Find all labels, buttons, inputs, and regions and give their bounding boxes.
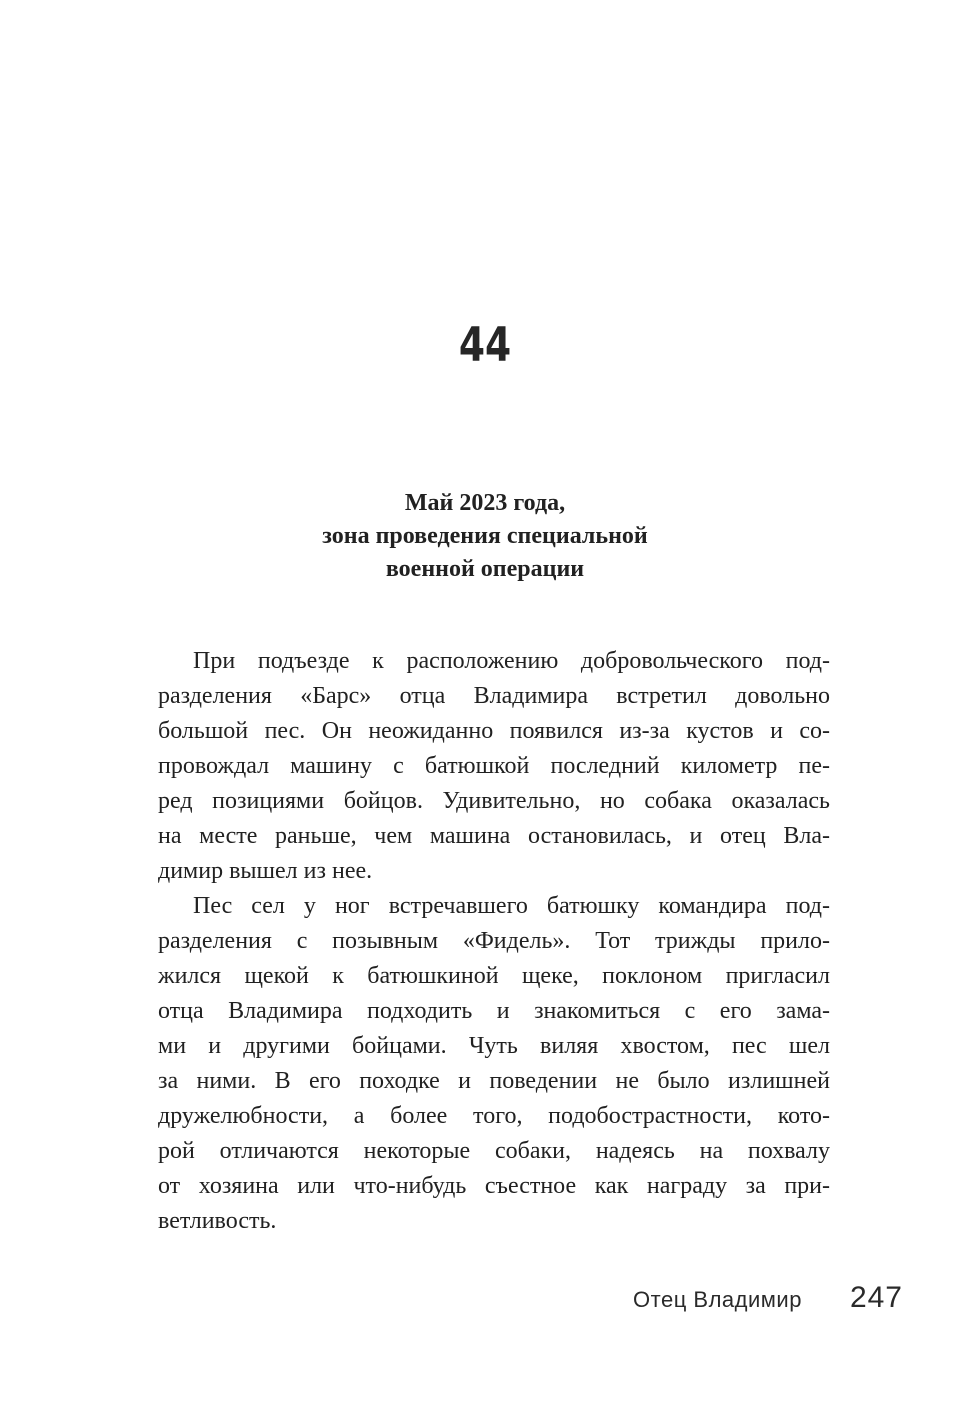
text-line: жился щекой к батюшкиной щеке, поклоном пригласил <box>158 963 830 989</box>
text-line: за ними. В его походке и поведении не было излишней <box>158 1068 830 1094</box>
chapter-number: 44 <box>458 318 512 373</box>
text-line: Пес сел у ног встречавшего батюшку командира под- <box>193 893 830 919</box>
text-line: большой пес. Он неожиданно появился из-за кустов и со- <box>158 718 830 744</box>
text-line: провождал машину с батюшкой последний километр пе- <box>158 753 830 779</box>
page-number: 247 <box>849 1281 903 1314</box>
text-line: отца Владимира подходить и знакомиться с его зама- <box>158 998 830 1024</box>
text-line: разделения «Барс» отца Владимира встретил довольно <box>158 683 830 709</box>
subtitle-line: военной операции <box>385 556 585 582</box>
text-line: ветливость. <box>158 1208 277 1234</box>
text-line: При подъезде к расположению добровольческого под- <box>193 648 830 674</box>
subtitle-line: Май 2023 года, <box>404 490 566 516</box>
text-line: от хозяина или что-нибудь съестное как награду за при- <box>158 1173 830 1199</box>
subtitle-line: зона проведения специальной <box>322 523 648 549</box>
body-text <box>158 644 830 1239</box>
text-line: рой отличаются некоторые собаки, надеясь на похвалу <box>158 1138 830 1164</box>
text-line: разделения с позывным «Фидель». Тот трижды прило- <box>158 928 830 954</box>
chapter-subtitle <box>0 487 970 586</box>
text-line: ми и другими бойцами. Чуть виляя хвостом, пес шел <box>158 1033 830 1059</box>
text-line: ред позициями бойцов. Удивительно, но собака оказалась <box>158 788 830 814</box>
text-line: на месте раньше, чем машина остановилась, и отец Вла- <box>158 823 830 849</box>
text-line: дружелюбности, а более того, подобострастности, кото- <box>158 1103 830 1129</box>
running-title: Отец Владимир <box>633 1287 802 1312</box>
text-line: димир вышел из нее. <box>158 858 373 884</box>
page-footer <box>633 1281 903 1315</box>
